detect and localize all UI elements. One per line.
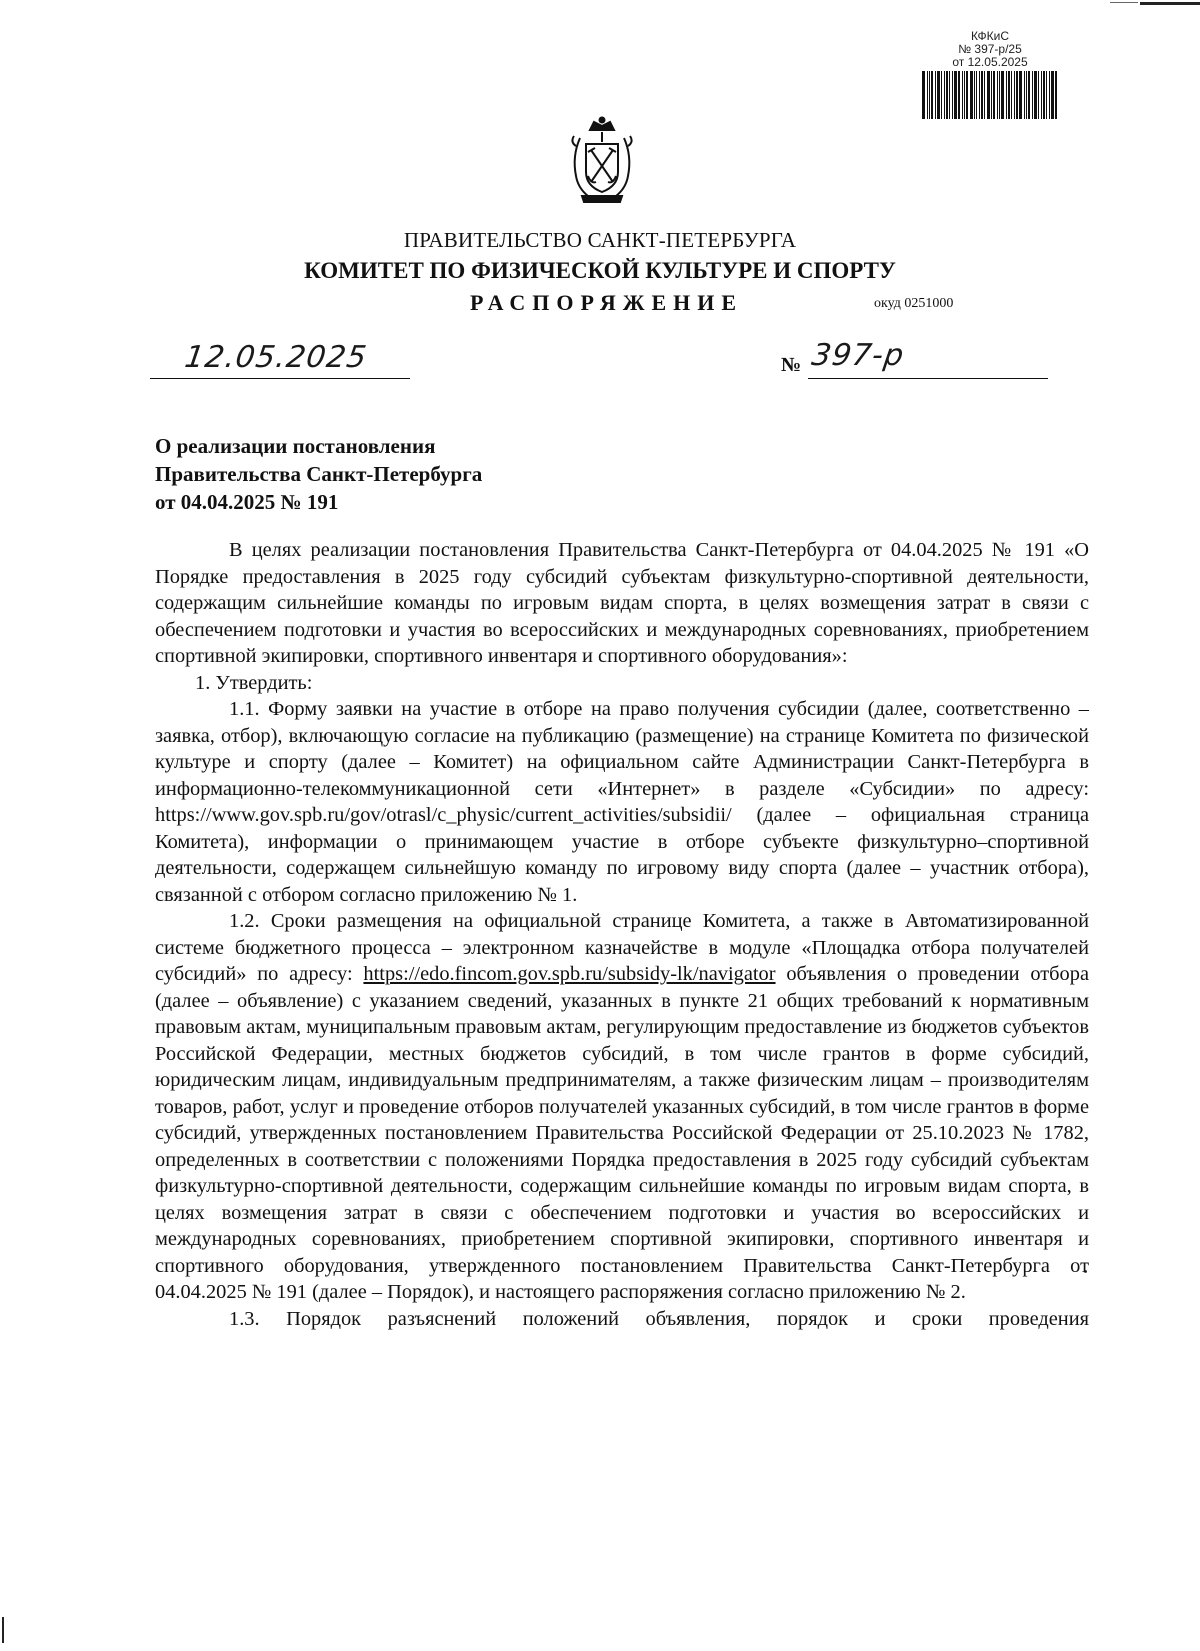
barcode-bar <box>970 71 973 119</box>
document-body <box>155 537 1089 1332</box>
subject-line: от 04.04.2025 № 191 <box>155 490 339 514</box>
barcode-bar <box>1014 71 1015 119</box>
document-date: 12.05.2025 <box>182 340 370 375</box>
barcode-bar <box>1024 71 1025 119</box>
barcode-bar <box>941 71 942 119</box>
barcode-bar <box>1046 71 1047 119</box>
scan-mark <box>2 1617 4 1643</box>
number-sign: № <box>781 354 802 376</box>
barcode-bar <box>958 71 960 119</box>
barcode-bar <box>999 71 1000 119</box>
barcode-bar <box>1049 71 1050 119</box>
barcode-bar <box>1006 71 1007 119</box>
barcode-bar <box>1026 71 1027 119</box>
barcode-bar <box>931 71 933 119</box>
barcode-bar <box>962 71 963 119</box>
barcode-bar <box>949 71 950 119</box>
barcode-bar <box>927 71 928 119</box>
barcode-bar <box>1016 71 1018 119</box>
barcode-bar <box>974 71 975 119</box>
barcode-bar <box>1051 71 1054 119</box>
barcode-bar <box>1008 71 1010 119</box>
barcode-bar <box>984 71 985 119</box>
barcode <box>914 71 1066 119</box>
barcode-bar <box>964 71 965 119</box>
barcode-bar <box>1043 71 1045 119</box>
stamp-line-org: КФКиС <box>970 29 1010 43</box>
item-1-2 <box>155 908 1089 1306</box>
barcode-bar <box>987 71 990 119</box>
barcode-bar <box>1019 71 1022 119</box>
barcode-bar <box>993 71 995 119</box>
barcode-bar <box>1034 71 1037 119</box>
stamp-line-number: № 397-р/25 <box>958 42 1022 56</box>
barcode-bar <box>976 71 977 119</box>
scan-mark <box>1110 2 1138 3</box>
item-1-2-text: 1.2. Сроки размещения на официальной странице Комитета, а также в Автоматизированной системе бюджетного процесса – электронном казначействе в модуле «Площадка отбора получателей субсидий» по адресу: <box>155 910 1089 985</box>
subject-line: О реализации постановления <box>155 434 436 458</box>
registration-stamp <box>910 30 1070 119</box>
barcode-bar <box>937 71 940 119</box>
barcode-bar <box>1055 71 1057 119</box>
document-subject <box>155 432 482 516</box>
barcode-bar <box>954 71 957 119</box>
coat-of-arms-icon <box>566 116 638 204</box>
navigator-link[interactable]: https://edo.fincom.gov.spb.ru/subsidy-lk/navigator <box>363 963 776 985</box>
barcode-bar <box>1041 71 1042 119</box>
document-number: 397-р <box>809 338 907 373</box>
item-1: 1. Утвердить: <box>195 671 313 694</box>
government-title: ПРАВИТЕЛЬСТВО САНКТ-ПЕТЕРБУРГА <box>403 228 797 252</box>
subject-line: Правительства Санкт-Петербурга <box>155 462 483 486</box>
preamble-paragraph: В целях реализации постановления Правительства Санкт-Петербурга от 04.04.2025 № 191 «О Порядке предоставления в 2025 году субсидий субъектам физкультурно-спортивной деятельности, содержащим сильнейшие команды по игровым видам спорта, в целях возмещения затрат в связи с обеспечением подготовки и участия во всероссийских и международных соревнованиях, приобретением спортивной экипировки, спортивного инвентаря и спортивного оборудования»: <box>155 539 1089 667</box>
barcode-bar <box>1032 71 1033 119</box>
barcode-bar <box>1038 71 1039 119</box>
barcode-bar <box>1001 71 1004 119</box>
barcode-bar <box>946 71 948 119</box>
item-1-3: 1.3. Порядок разъяснений положений объявления, порядок и сроки проведения <box>229 1307 1089 1330</box>
committee-title: КОМИТЕТ ПО ФИЗИЧЕСКОЙ КУЛЬТУРЕ И СПОРТУ <box>304 258 896 283</box>
barcode-bar <box>929 71 930 119</box>
barcode-bar <box>991 71 992 119</box>
scan-mark <box>1140 2 1200 5</box>
stamp-line-date: от 12.05.2025 <box>952 55 1028 69</box>
okud-code: окуд 0251000 <box>874 296 954 311</box>
barcode-bar <box>997 71 998 119</box>
barcode-bar <box>981 71 983 119</box>
barcode-bar <box>922 71 925 119</box>
barcode-bar <box>952 71 953 119</box>
barcode-bar <box>1011 71 1012 119</box>
item-1-1: 1.1. Форму заявки на участие в отборе на право получения субсидии (далее, соответственно – заявка, отбор), включающую согласие на публикацию (размещение) на странице Комитета по физической культуре и спорту (далее – Комитет) на официальном сайте Администрации Санкт-Петербурга в информационно-телекоммуникационной сети «Интернет» в разделе «Субсидии» по адресу: https://www.gov.spb.ru/gov/otrasl/c_physic/current_activities/subsidii/ (далее – официальная страница Комитета), информации о принимающем участие в отборе субъекте физкультурно–спортивной деятельности, содержащем сильнейшую команду по игровому виду спорта (далее – участник отбора), связанной с отбором согласно приложению № 1. <box>155 698 1089 906</box>
barcode-bar <box>944 71 945 119</box>
barcode-bar <box>979 71 980 119</box>
document-type: РАСПОРЯЖЕНИЕ <box>470 290 744 315</box>
barcode-bar <box>935 71 936 119</box>
item-1-2-text-cont: объявления о проведении отбора (далее – объявление) с указанием сведений, указанных в пункте 21 общих требований к нормативным правовым актам, муниципальным правовым актам, регулирующим предоставление из бюджетов субъектов Российской Федерации, местных бюджетов субсидий, в том числе грантов в форме субсидий, юридическим лицам, индивидуальным предпринимателям, а также физическим лицам – производителям товаров, работ, услуг и проведение отборов получателей указанных субсидий, в том числе грантов в форме субсидий, утвержденных постановлением Правительства Российской Федерации от 25.10.2023 № 1782, определенных в соответствии с положениями Порядка предоставления в 2025 году субсидий субъектам физкультурно-спортивной деятельности, содержащим сильнейшие команды по игровым видам спорта, в целях возмещения затрат в связи с обеспечением подготовки и участия во всероссийских и международных соревнованиях, приобретением спортивной экипировки, спортивного инвентаря и спортивного оборудования, утвержденного постановлением Правительства Санкт-Петербурга от 04.04.2025 № 191 (далее – Порядок), и настоящего распоряжения согласно приложению № 2. <box>155 963 1089 1303</box>
barcode-bar <box>966 71 968 119</box>
barcode-bar <box>1028 71 1030 119</box>
